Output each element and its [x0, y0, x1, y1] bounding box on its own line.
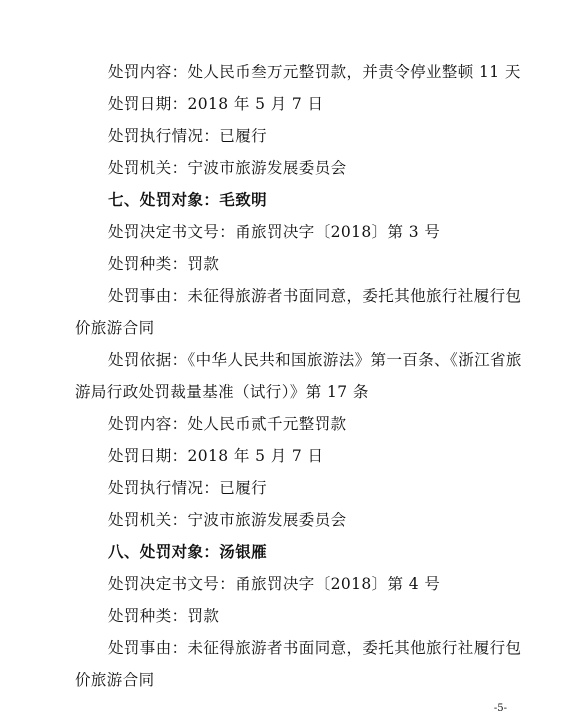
- penalty-type-line: 处罚种类：罚款: [108, 255, 220, 273]
- penalty-authority-line: 处罚机关：宁波市旅游发展委员会: [108, 511, 347, 529]
- penalty-authority-line: 处罚机关：宁波市旅游发展委员会: [108, 159, 347, 177]
- decision-number-line: 处罚决定书文号：甬旅罚决字〔2018〕第 3 号: [108, 223, 441, 241]
- penalty-content-line: 处罚内容：处人民币叁万元整罚款，并责令停业整顿 11 天: [108, 63, 521, 81]
- penalty-type-line: 处罚种类：罚款: [108, 607, 220, 625]
- penalty-execution-line: 处罚执行情况：已履行: [108, 479, 268, 497]
- section-heading-seven: 七、处罚对象：毛致明: [108, 191, 268, 209]
- penalty-content-line: 处罚内容：处人民币贰千元整罚款: [108, 415, 347, 433]
- penalty-basis-line: 处罚依据：《中华人民共和国旅游法》第一百条、《浙江省旅: [108, 351, 522, 369]
- decision-number-line: 处罚决定书文号：甬旅罚决字〔2018〕第 4 号: [108, 575, 441, 593]
- page-number: -5-: [493, 703, 507, 714]
- penalty-date-line: 处罚日期：2018 年 5 月 7 日: [108, 95, 324, 113]
- penalty-reason-line: 处罚事由：未征得旅游者书面同意，委托其他旅行社履行包: [108, 287, 522, 305]
- penalty-date-line: 处罚日期：2018 年 5 月 7 日: [108, 447, 324, 465]
- penalty-reason-continuation: 价旅游合同: [75, 671, 155, 689]
- section-heading-eight: 八、处罚对象：汤银雁: [108, 543, 268, 561]
- penalty-basis-continuation: 游局行政处罚裁量基准（试行）》第 17 条: [75, 383, 369, 401]
- penalty-reason-line: 处罚事由：未征得旅游者书面同意，委托其他旅行社履行包: [108, 639, 522, 657]
- penalty-reason-continuation: 价旅游合同: [75, 319, 155, 337]
- penalty-execution-line: 处罚执行情况：已履行: [108, 127, 268, 145]
